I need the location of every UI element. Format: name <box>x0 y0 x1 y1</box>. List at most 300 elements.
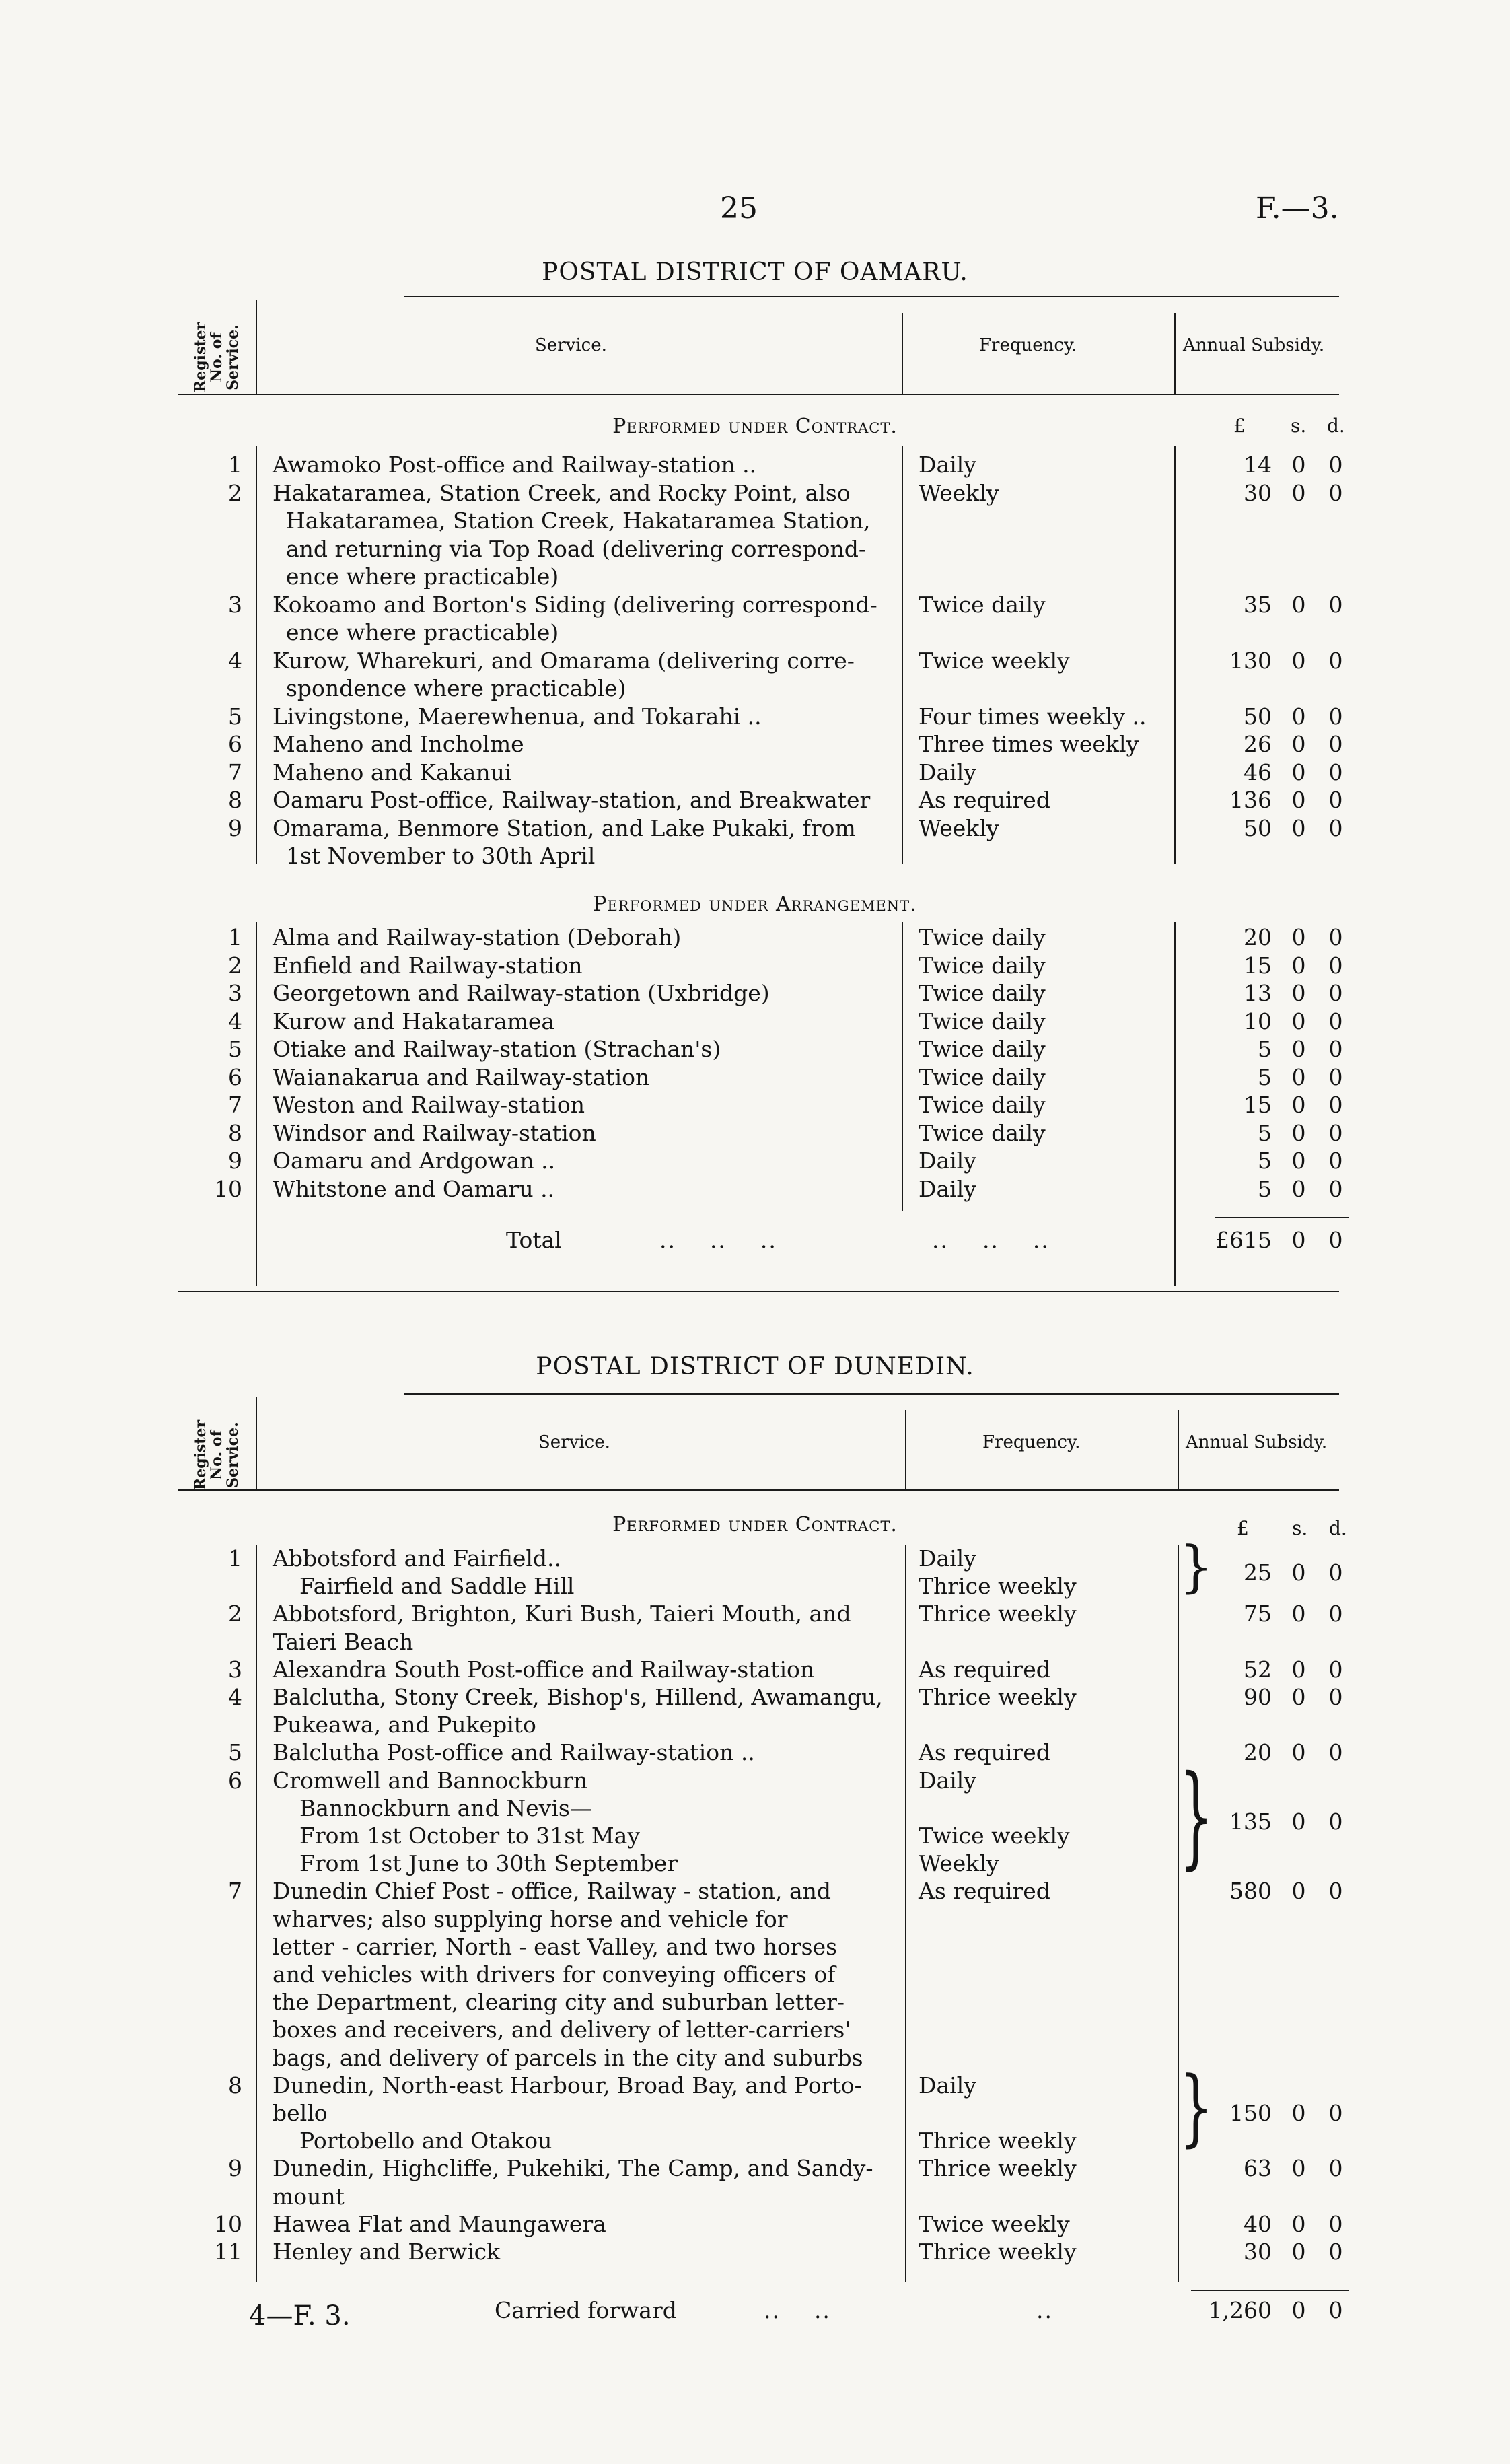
service-text: Hakataramea, Station Creek, and Rocky Point, also <box>273 479 851 506</box>
frequency-text: Twice daily <box>919 1036 1046 1062</box>
service-text: letter - carrier, North - east Valley, and two horses <box>273 1933 838 1960</box>
subsidy-amount <box>0 647 1510 675</box>
subsidy-pence: 0 <box>1328 452 1343 478</box>
table-row-line <box>0 1933 1510 1961</box>
service-text: Maheno and Incholme <box>273 731 524 757</box>
frequency-text: Twice daily <box>919 1008 1046 1034</box>
service-text: Georgetown and Railway-station (Uxbridge) <box>273 980 770 1006</box>
register-number: 10 <box>214 2210 242 2237</box>
frequency-text: Twice weekly <box>919 1823 1070 1849</box>
subsidy-pounds: 135 <box>1229 1808 1272 1835</box>
subsidy-shillings: 0 <box>1291 759 1306 785</box>
subsidy-shillings: 0 <box>1291 1600 1306 1627</box>
subsidy-pounds: 26 <box>1244 731 1272 757</box>
table-row-line <box>0 535 1510 563</box>
subsidy-amount <box>0 1600 1510 1628</box>
subsidy-pounds: 5 <box>1258 1175 1272 1202</box>
register-number: 10 <box>214 1175 242 1202</box>
frequency-text: Thrice weekly <box>919 1573 1077 1600</box>
leader-dots: .. <box>1036 2297 1053 2323</box>
subsidy-pence: 0 <box>1328 787 1343 813</box>
subsidy-pence: 0 <box>1328 703 1343 730</box>
oamaru-header-top-rule <box>404 296 1339 297</box>
subsidy-shillings: 0 <box>1291 1739 1306 1766</box>
subsidy-pounds: 25 <box>1244 1559 1272 1586</box>
frequency-text: Twice weekly <box>919 647 1070 674</box>
table-row-line <box>0 563 1510 591</box>
subsidy-pounds: 50 <box>1244 703 1272 730</box>
subsidy-pounds: 35 <box>1244 591 1272 618</box>
page-reference: F.—3. <box>1256 191 1339 225</box>
subsidy-pounds: 20 <box>1244 924 1272 950</box>
subsidy-amount <box>0 759 1510 787</box>
service-text: Henley and Berwick <box>273 2239 501 2265</box>
frequency-text: Four times weekly .. <box>919 703 1147 730</box>
service-text: Abbotsford, Brighton, Kuri Bush, Taieri Mouth, and <box>273 1600 851 1627</box>
currency-pounds: £ <box>1233 415 1246 437</box>
service-text: Otiake and Railway-station (Strachan's) <box>273 1036 721 1062</box>
subsidy-amount <box>0 730 1510 759</box>
subsidy-shillings: 0 <box>1291 1808 1306 1835</box>
subsidy-pence: 0 <box>1328 1656 1343 1683</box>
subsidy-pence: 0 <box>1328 1119 1343 1146</box>
register-number: 3 <box>228 1656 242 1683</box>
subsidy-shillings: 0 <box>1291 731 1306 757</box>
subsidy-shillings: 0 <box>1291 980 1306 1006</box>
subsidy-shillings: 0 <box>1291 952 1306 979</box>
register-number: 1 <box>228 452 242 478</box>
subsidy-amount <box>0 1008 1510 1036</box>
subsidy-pounds: 13 <box>1244 980 1272 1006</box>
currency-pence: d. <box>1329 1517 1347 1539</box>
service-text: Enfield and Railway-station <box>273 952 583 979</box>
subsidy-pounds: 46 <box>1244 759 1272 785</box>
subsidy-shillings: 0 <box>1291 479 1306 506</box>
service-text: and vehicles with drivers for conveying officers of <box>273 1961 836 1987</box>
frequency-text: Daily <box>919 452 976 478</box>
subsidy-amount <box>0 1035 1510 1063</box>
subsidy-pence: 0 <box>1328 814 1343 841</box>
frequency-text: Twice daily <box>919 1063 1046 1090</box>
table-row-line <box>0 1711 1510 1739</box>
subsidy-pounds: 90 <box>1244 1684 1272 1710</box>
page-number: 25 <box>720 191 758 225</box>
subsidy-pence: 0 <box>1328 1036 1343 1062</box>
frequency-text: Thrice weekly <box>919 1600 1077 1627</box>
subsidy-amount <box>0 1808 1510 1836</box>
subsidy-amount <box>0 703 1510 731</box>
service-text: Portobello and Otakou <box>299 2127 552 2154</box>
service-text: Oamaru Post-office, Railway-station, and Breakwater <box>273 787 871 813</box>
register-number: 2 <box>228 1600 242 1627</box>
subsidy-pence: 0 <box>1328 731 1343 757</box>
register-number: 1 <box>228 924 242 950</box>
frequency-text: As required <box>919 1656 1050 1683</box>
subsidy-pounds: 20 <box>1244 1739 1272 1766</box>
subsidy-shillings: 0 <box>1291 1036 1306 1062</box>
table-row-line <box>0 1961 1510 1989</box>
service-text: Kurow, Wharekuri, and Omarama (delivering corre- <box>273 647 855 674</box>
frequency-text: Daily <box>919 1545 976 1572</box>
frequency-text: Thrice weekly <box>919 2239 1077 2265</box>
dunedin-contract-heading: Performed under Contract. <box>612 1513 898 1537</box>
frequency-text: As required <box>919 787 1050 813</box>
oamaru-total-shillings: 0 <box>1291 1227 1306 1253</box>
subsidy-pence: 0 <box>1328 2210 1343 2237</box>
register-number: 6 <box>228 1063 242 1090</box>
subsidy-amount <box>0 1683 1510 1712</box>
service-text: Omarama, Benmore Station, and Lake Pukaki, from <box>273 814 856 841</box>
frequency-text: Thrice weekly <box>919 2155 1077 2182</box>
dunedin-district-title: POSTAL DISTRICT OF DUNEDIN. <box>536 1353 974 1380</box>
register-number: 8 <box>228 2072 242 2099</box>
register-number: 1 <box>228 1545 242 1572</box>
table-row-line <box>0 674 1510 703</box>
service-text: Livingstone, Maerewhenua, and Tokarahi .. <box>273 703 762 730</box>
register-number: 4 <box>228 1684 242 1710</box>
subsidy-pence: 0 <box>1328 1684 1343 1710</box>
frequency-text: Daily <box>919 2072 976 2099</box>
subsidy-pounds: 75 <box>1244 1600 1272 1627</box>
subsidy-shillings: 0 <box>1291 2239 1306 2265</box>
register-number: 7 <box>228 1092 242 1118</box>
subsidy-pounds: 130 <box>1229 647 1272 674</box>
service-text: Kokoamo and Borton's Siding (delivering correspond- <box>273 591 877 618</box>
service-text: Bannockburn and Nevis— <box>299 1794 592 1821</box>
register-number: 8 <box>228 787 242 813</box>
service-text: From 1st June to 30th September <box>299 1850 678 1877</box>
register-number: 5 <box>228 1036 242 1062</box>
register-number: 4 <box>228 647 242 674</box>
service-text: Awamoko Post-office and Railway-station .. <box>273 452 757 478</box>
subsidy-pence: 0 <box>1328 1175 1343 1202</box>
register-number: 7 <box>228 759 242 785</box>
subsidy-pence: 0 <box>1328 1878 1343 1905</box>
oamaru-arrangement-heading: Performed under Arrangement. <box>593 892 917 916</box>
service-text: Hakataramea, Station Creek, Hakataramea Station, <box>286 507 871 534</box>
register-number: 7 <box>228 1878 242 1905</box>
oamaru-total-label: Total <box>506 1227 562 1253</box>
subsidy-pounds: 40 <box>1244 2210 1272 2237</box>
frequency-text: Daily <box>919 1767 976 1794</box>
subsidy-pence: 0 <box>1328 479 1343 506</box>
oamaru-subsidy-header: Annual Subsidy. <box>1183 335 1325 355</box>
leader-dots: .. .. <box>764 2297 831 2323</box>
table-row-line <box>0 842 1510 870</box>
carried-forward-label: Carried forward <box>495 2297 677 2323</box>
subsidy-pence: 0 <box>1328 1808 1343 1835</box>
table-row-line <box>0 1850 1510 1878</box>
dunedin-header-bottom-rule <box>178 1489 1339 1491</box>
subsidy-pence: 0 <box>1328 2100 1343 2126</box>
subsidy-amount <box>0 1119 1510 1148</box>
subsidy-shillings: 0 <box>1291 924 1306 950</box>
service-text: Fairfield and Saddle Hill <box>299 1573 575 1600</box>
subsidy-amount <box>0 2238 1510 2266</box>
service-text: Whitstone and Oamaru .. <box>273 1175 555 1202</box>
subsidy-shillings: 0 <box>1291 1878 1306 1905</box>
service-text: From 1st October to 31st May <box>299 1823 640 1849</box>
frequency-text: Daily <box>919 759 976 785</box>
oamaru-header-divider <box>902 313 903 394</box>
subsidy-amount <box>0 2210 1510 2239</box>
service-text: Balclutha, Stony Creek, Bishop's, Hillend, Awamangu, <box>273 1684 883 1710</box>
subsidy-pounds: 10 <box>1244 1008 1272 1034</box>
leader-dots: .. .. .. <box>932 1227 1050 1253</box>
dunedin-header-divider <box>1178 1410 1179 1489</box>
subsidy-shillings: 0 <box>1291 787 1306 813</box>
subsidy-pence: 0 <box>1328 1092 1343 1118</box>
currency-pence: d. <box>1327 415 1345 437</box>
dunedin-header-divider <box>256 1397 257 1489</box>
table-row-line <box>0 1628 1510 1656</box>
register-number: 9 <box>228 2155 242 2182</box>
table-row-line <box>0 2183 1510 2211</box>
register-number: 2 <box>228 952 242 979</box>
frequency-text: As required <box>919 1739 1050 1766</box>
service-text: Waianakarua and Railway-station <box>273 1063 650 1090</box>
subsidy-amount <box>0 1063 1510 1092</box>
table-row-line <box>0 507 1510 535</box>
register-number: 5 <box>228 1739 242 1766</box>
grouping-brace: } <box>1179 1751 1213 1880</box>
frequency-text: Thrice weekly <box>919 1684 1077 1710</box>
subsidy-pounds: 5 <box>1258 1148 1272 1174</box>
subsidy-shillings: 0 <box>1291 1092 1306 1118</box>
subsidy-amount <box>0 1091 1510 1119</box>
service-text: Alma and Railway-station (Deborah) <box>273 924 682 950</box>
register-number: 8 <box>228 1119 242 1146</box>
service-text: Dunedin, Highcliffe, Pukehiki, The Camp, and Sandy- <box>273 2155 873 2182</box>
oamaru-header-bottom-rule <box>178 394 1339 395</box>
subsidy-amount <box>0 923 1510 952</box>
service-text: bello <box>273 2100 328 2126</box>
subsidy-pounds: 580 <box>1229 1878 1272 1905</box>
subsidy-pence: 0 <box>1328 1148 1343 1174</box>
subsidy-pounds: 15 <box>1244 952 1272 979</box>
register-number: 6 <box>228 731 242 757</box>
subsidy-pounds: 63 <box>1244 2155 1272 2182</box>
subsidy-pence: 0 <box>1328 591 1343 618</box>
service-text: Cromwell and Bannockburn <box>273 1767 588 1794</box>
subsidy-pounds: 50 <box>1244 814 1272 841</box>
subsidy-pence: 0 <box>1328 647 1343 674</box>
subsidy-pounds: 5 <box>1258 1063 1272 1090</box>
service-text: Kurow and Hakataramea <box>273 1008 555 1034</box>
table-row-line <box>0 2044 1510 2072</box>
carried-forward-shillings: 0 <box>1291 2297 1306 2323</box>
frequency-text: Weekly <box>919 814 999 841</box>
subsidy-shillings: 0 <box>1291 1148 1306 1174</box>
table-row-line <box>0 2072 1510 2100</box>
frequency-text: Twice daily <box>919 1119 1046 1146</box>
service-text: Dunedin Chief Post - office, Railway - station, and <box>273 1878 832 1905</box>
subsidy-pence: 0 <box>1328 1008 1343 1034</box>
oamaru-service-header: Service. <box>535 335 607 355</box>
subsidy-pounds: 30 <box>1244 479 1272 506</box>
dunedin-carried-forward-row <box>0 2296 1510 2325</box>
subsidy-amount <box>0 1175 1510 1203</box>
subsidy-amount <box>0 1656 1510 1684</box>
dunedin-header-divider <box>905 1410 906 1489</box>
service-text: boxes and receivers, and delivery of letter-carriers' <box>273 2016 851 2043</box>
subsidy-shillings: 0 <box>1291 814 1306 841</box>
dunedin-subsidy-header: Annual Subsidy. <box>1186 1432 1328 1452</box>
frequency-text: Twice daily <box>919 591 1046 618</box>
oamaru-header-divider <box>256 300 257 394</box>
table-row-line <box>0 2016 1510 2044</box>
subsidy-pence: 0 <box>1328 980 1343 1006</box>
frequency-text: Twice daily <box>919 980 1046 1006</box>
subsidy-shillings: 0 <box>1291 647 1306 674</box>
subsidy-shillings: 0 <box>1291 1063 1306 1090</box>
oamaru-header-divider <box>1174 313 1176 394</box>
subsidy-shillings: 0 <box>1291 1008 1306 1034</box>
frequency-text: Weekly <box>919 1850 999 1877</box>
subsidy-shillings: 0 <box>1291 1684 1306 1710</box>
carried-forward-pounds: 1,260 <box>1208 2297 1272 2323</box>
table-row-line <box>0 1988 1510 2016</box>
subsidy-shillings: 0 <box>1291 591 1306 618</box>
subsidy-amount <box>0 2154 1510 2183</box>
oamaru-contract-heading: Performed under Contract. <box>612 415 898 438</box>
dunedin-service-header: Service. <box>538 1432 610 1452</box>
register-number: 5 <box>228 703 242 730</box>
table-row-line <box>0 2127 1510 2155</box>
service-text: Taieri Beach <box>273 1628 414 1655</box>
subsidy-pounds: 150 <box>1229 2100 1272 2126</box>
subsidy-pounds: 5 <box>1258 1036 1272 1062</box>
register-number: 9 <box>228 814 242 841</box>
oamaru-total-pounds: £615 <box>1215 1227 1272 1253</box>
subsidy-pence: 0 <box>1328 952 1343 979</box>
subsidy-amount <box>0 451 1510 479</box>
register-number: 2 <box>228 479 242 506</box>
service-text: Oamaru and Ardgowan .. <box>273 1148 556 1174</box>
service-text: ence where practicable) <box>286 619 559 645</box>
subsidy-pounds: 136 <box>1229 787 1272 813</box>
footer-signature: 4—F. 3. <box>249 2300 351 2331</box>
subsidy-pence: 0 <box>1328 924 1343 950</box>
dunedin-header-top-rule <box>404 1393 1339 1395</box>
service-text: Alexandra South Post-office and Railway-station <box>273 1656 815 1683</box>
frequency-text: Daily <box>919 1148 976 1174</box>
subsidy-amount <box>0 1877 1510 1905</box>
dunedin-register-header: Register No. of Service. <box>192 1419 242 1491</box>
oamaru-bottom-rule <box>178 1291 1339 1292</box>
subsidy-pounds: 5 <box>1258 1119 1272 1146</box>
frequency-text: As required <box>919 1878 1050 1905</box>
frequency-text: Weekly <box>919 479 999 506</box>
grouping-brace: } <box>1179 2058 1213 2156</box>
service-text: wharves; also supplying horse and vehicle for <box>273 1905 788 1932</box>
service-text: the Department, clearing city and suburban letter- <box>273 1989 845 2016</box>
subsidy-shillings: 0 <box>1291 2155 1306 2182</box>
subsidy-shillings: 0 <box>1291 2100 1306 2126</box>
subsidy-amount <box>0 952 1510 980</box>
oamaru-total-row <box>0 1226 1510 1255</box>
subsidy-pounds: 14 <box>1244 452 1272 478</box>
service-text: ence where practicable) <box>286 563 559 590</box>
oamaru-frequency-header: Frequency. <box>979 335 1077 355</box>
register-number: 6 <box>228 1767 242 1794</box>
service-text: Balclutha Post-office and Railway-station .. <box>273 1739 755 1766</box>
frequency-text: Daily <box>919 1175 976 1202</box>
table-row-line <box>0 619 1510 647</box>
register-number: 4 <box>228 1008 242 1034</box>
service-text: Maheno and Kakanui <box>273 759 512 785</box>
service-text: Dunedin, North-east Harbour, Broad Bay, and Porto- <box>273 2072 862 2099</box>
subsidy-shillings: 0 <box>1291 1559 1306 1586</box>
subsidy-shillings: 0 <box>1291 1175 1306 1202</box>
table-row-line <box>0 1905 1510 1934</box>
currency-shillings: s. <box>1292 1517 1308 1539</box>
subsidy-amount <box>0 1147 1510 1175</box>
subsidy-shillings: 0 <box>1291 1656 1306 1683</box>
subsidy-shillings: 0 <box>1291 1119 1306 1146</box>
service-text: Abbotsford and Fairfield.. <box>273 1545 562 1572</box>
oamaru-register-header: Register No. of Service. <box>192 322 242 393</box>
carried-forward-rule <box>1191 2290 1349 2291</box>
currency-shillings: s. <box>1291 415 1307 437</box>
subsidy-amount <box>0 786 1510 814</box>
oamaru-district-title: POSTAL DISTRICT OF OAMARU. <box>542 258 968 286</box>
frequency-text: Twice weekly <box>919 2210 1070 2237</box>
subsidy-pence: 0 <box>1328 1739 1343 1766</box>
subsidy-amount <box>0 814 1510 843</box>
subsidy-amount <box>0 1559 1510 1587</box>
service-text: Pukeawa, and Pukepito <box>273 1712 536 1738</box>
subsidy-pence: 0 <box>1328 2239 1343 2265</box>
leader-dots: .. .. .. <box>659 1227 777 1253</box>
service-text: Hawea Flat and Maungawera <box>273 2210 606 2237</box>
frequency-text: Twice daily <box>919 952 1046 979</box>
subsidy-pounds: 30 <box>1244 2239 1272 2265</box>
frequency-text: Twice daily <box>919 924 1046 950</box>
subsidy-amount <box>0 591 1510 619</box>
frequency-text: Thrice weekly <box>919 2127 1077 2154</box>
register-number: 9 <box>228 1148 242 1174</box>
service-text: and returning via Top Road (delivering correspond- <box>286 535 866 562</box>
subsidy-pence: 0 <box>1328 1600 1343 1627</box>
subsidy-pence: 0 <box>1328 759 1343 785</box>
subsidy-pence: 0 <box>1328 1559 1343 1586</box>
register-number: 3 <box>228 591 242 618</box>
service-text: spondence where practicable) <box>286 675 626 701</box>
subsidy-amount <box>0 1738 1510 1767</box>
carried-forward-pence: 0 <box>1328 2297 1343 2323</box>
oamaru-total-rule <box>1215 1217 1349 1218</box>
register-number: 11 <box>214 2239 242 2265</box>
subsidy-shillings: 0 <box>1291 2210 1306 2237</box>
subsidy-amount <box>0 479 1510 507</box>
subsidy-pence: 0 <box>1328 2155 1343 2182</box>
subsidy-shillings: 0 <box>1291 703 1306 730</box>
register-number: 3 <box>228 980 242 1006</box>
currency-pounds: £ <box>1237 1517 1249 1539</box>
service-text: bags, and delivery of parcels in the city and suburbs <box>273 2044 863 2071</box>
subsidy-pence: 0 <box>1328 1063 1343 1090</box>
service-text: 1st November to 30th April <box>286 843 596 869</box>
frequency-text: Three times weekly <box>919 731 1139 757</box>
subsidy-shillings: 0 <box>1291 452 1306 478</box>
subsidy-amount <box>0 979 1510 1008</box>
service-text: mount <box>273 2183 345 2210</box>
dunedin-frequency-header: Frequency. <box>982 1432 1081 1452</box>
subsidy-pounds: 15 <box>1244 1092 1272 1118</box>
table-row-line <box>0 1767 1510 1795</box>
oamaru-total-pence: 0 <box>1328 1227 1343 1253</box>
